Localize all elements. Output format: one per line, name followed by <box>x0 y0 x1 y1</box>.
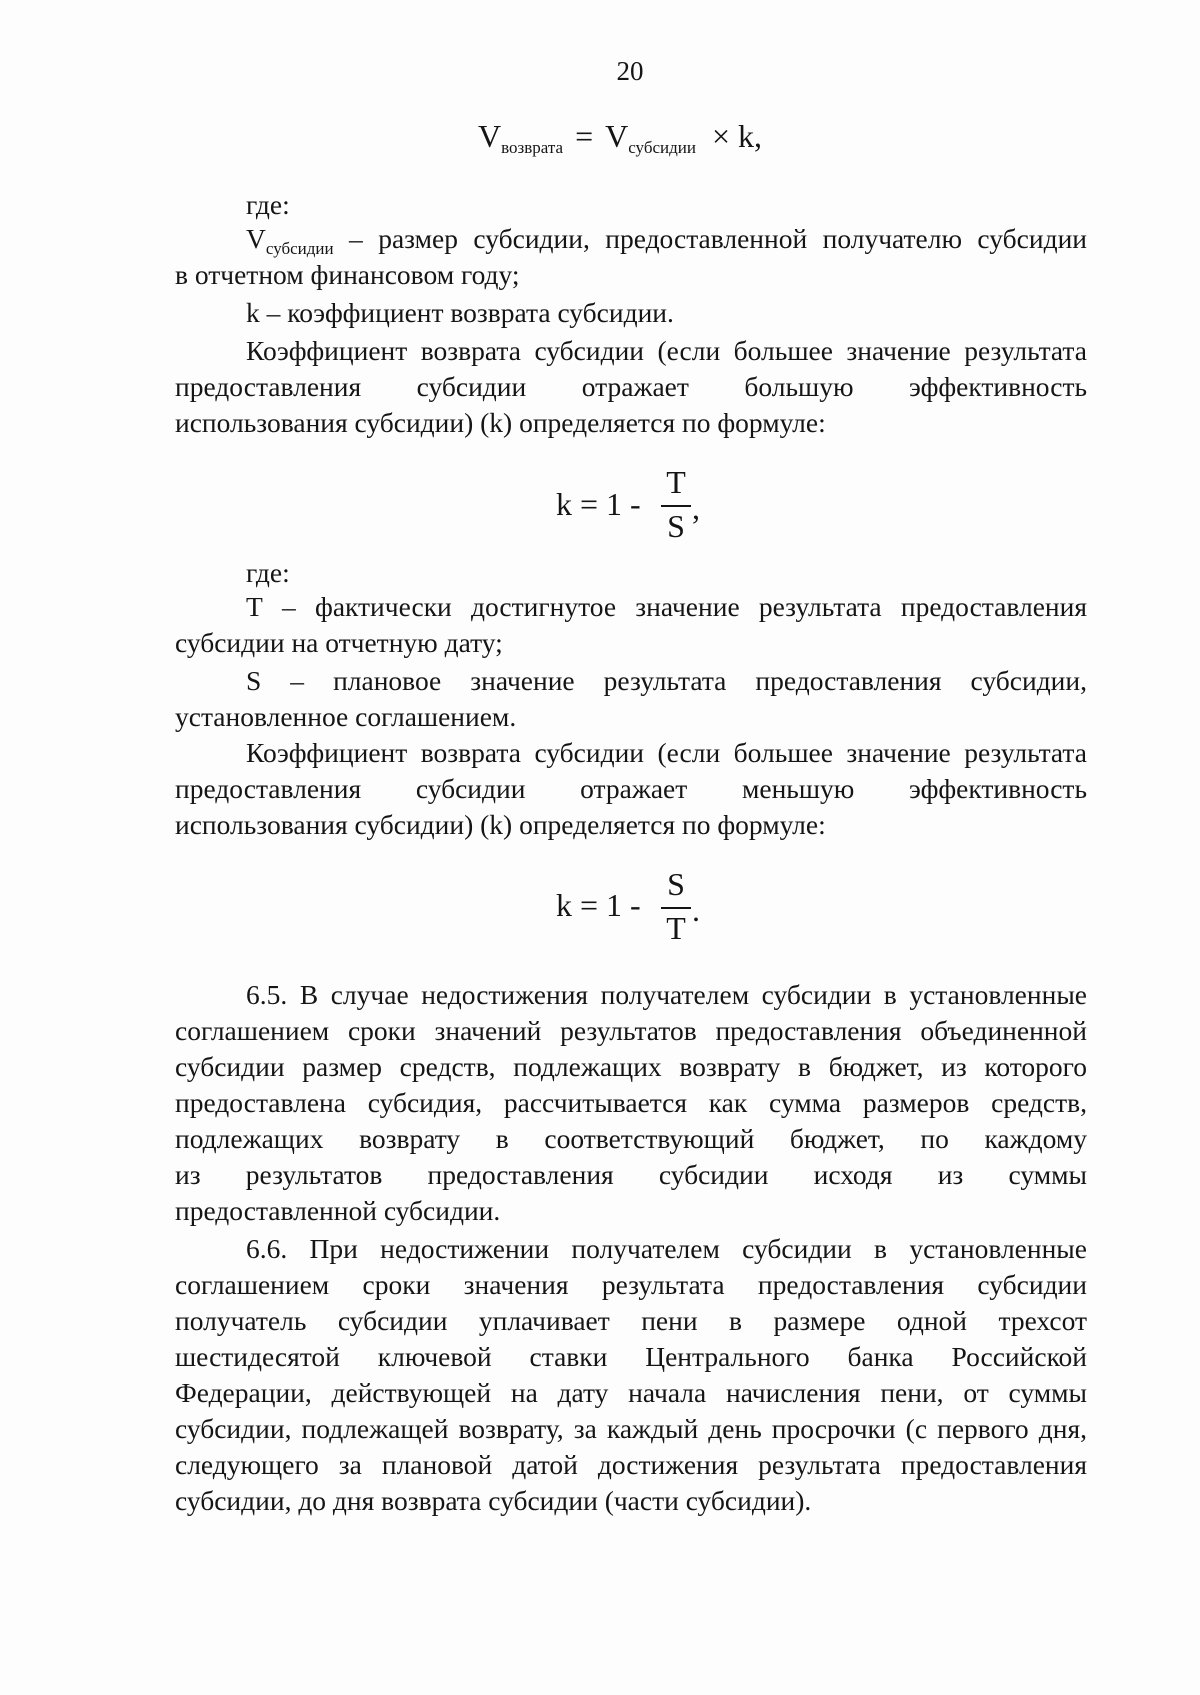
paragraph-6-6-line-6: субсидии, подлежащей возврату, за каждый день просрочки (с первого дня, <box>175 1413 1087 1444</box>
formula-return-lhs: $V_{возврата}$ <box>478 118 564 157</box>
where-label-1: где: <box>246 189 290 220</box>
definition-v-subsidy-line-1: $V_{субсидии}$ – размер субсидии, предоставленной получателю субсидии <box>246 223 1088 258</box>
paragraph-k-smaller-line-1: Коэффициент возврата субсидии (если большее значение результата <box>246 737 1087 768</box>
paragraph-6-5-line-5: подлежащих возврату в соответствующий бюджет, по каждому <box>175 1123 1087 1154</box>
paragraph-6-5-line-3: субсидии размер средств, подлежащих возврату в бюджет, из которого <box>175 1051 1087 1082</box>
definition-k: k – коэффициент возврата субсидии. <box>246 297 674 328</box>
formula-k-greater-lhs: k = 1 - <box>556 486 641 522</box>
paragraph-6-5-line-7: предоставленной субсидии. <box>175 1195 501 1226</box>
paragraph-6-6-line-1: 6.6. При недостижении получателем субсидии в установленные <box>246 1233 1087 1264</box>
formula-k-greater-trail: , <box>692 490 700 526</box>
paragraph-6-6-line-5: Федерации, действующей на дату начала начисления пени, от суммы <box>175 1377 1087 1408</box>
paragraph-k-smaller-line-2: предоставления субсидии отражает меньшую эффективность <box>175 773 1087 804</box>
page-number: 20 <box>616 56 644 86</box>
formula-k-smaller-denominator: T <box>666 910 686 946</box>
paragraph-6-5-line-2: соглашением сроки значений результатов предоставления объединенной <box>175 1015 1087 1046</box>
paragraph-6-5-line-4: предоставлена субсидия, рассчитывается как сумма размеров средств, <box>175 1087 1087 1118</box>
paragraph-k-greater-line-1: Коэффициент возврата субсидии (если большее значение результата <box>246 335 1087 366</box>
definition-s-line-2: установленное соглашением. <box>175 701 517 732</box>
where-label-2: где: <box>246 557 290 588</box>
paragraph-6-6-line-4: шестидесятой ключевой ставки Центрального банка Российской <box>175 1341 1087 1372</box>
definition-s-line-1: S – плановое значение результата предоставления субсидии, <box>246 665 1087 696</box>
formula-k-greater-numerator: T <box>666 464 686 500</box>
formula-k-smaller-trail: . <box>692 892 700 928</box>
paragraph-k-greater-line-2: предоставления субсидии отражает большую эффективность <box>175 371 1087 402</box>
formula-k-smaller-numerator: S <box>667 866 685 902</box>
formula-return-equals: = <box>575 118 594 154</box>
formula-return <box>478 118 762 155</box>
paragraph-6-6-line-3: получатель субсидии уплачивает пени в размере одной трехсот <box>175 1305 1087 1336</box>
definition-t-line-1: Т – фактически достигнутое значение результата предоставления <box>246 591 1087 622</box>
paragraph-6-6-line-2: соглашением сроки значения результата предоставления субсидии <box>175 1269 1087 1300</box>
formula-return-rhs: $V_{субсидии}$ <box>605 118 696 157</box>
formula-k-greater-denominator: S <box>667 508 685 544</box>
fraction-bar <box>661 907 691 909</box>
formula-k-smaller-lhs: k = 1 - <box>556 887 641 923</box>
definition-v-subsidy-line-2: в отчетном финансовом году; <box>175 259 520 290</box>
definition-t-line-2: субсидии на отчетную дату; <box>175 627 503 658</box>
paragraph-6-5-line-6: из результатов предоставления субсидии исходя из суммы <box>175 1159 1087 1190</box>
paragraph-k-greater-line-3: использования субсидии) (k) определяется по формуле: <box>175 407 826 438</box>
paragraph-6-6-line-8: субсидии, до дня возврата субсидии (части субсидии). <box>175 1485 812 1516</box>
fraction-bar <box>661 505 691 507</box>
paragraph-k-smaller-line-3: использования субсидии) (k) определяется по формуле: <box>175 809 826 840</box>
paragraph-6-5-line-1: 6.5. В случае недостижения получателем субсидии в установленные <box>246 979 1087 1010</box>
paragraph-6-6-line-7: следующего за плановой датой достижения результата предоставления <box>175 1449 1087 1480</box>
formula-return-times: × k, <box>711 118 762 154</box>
